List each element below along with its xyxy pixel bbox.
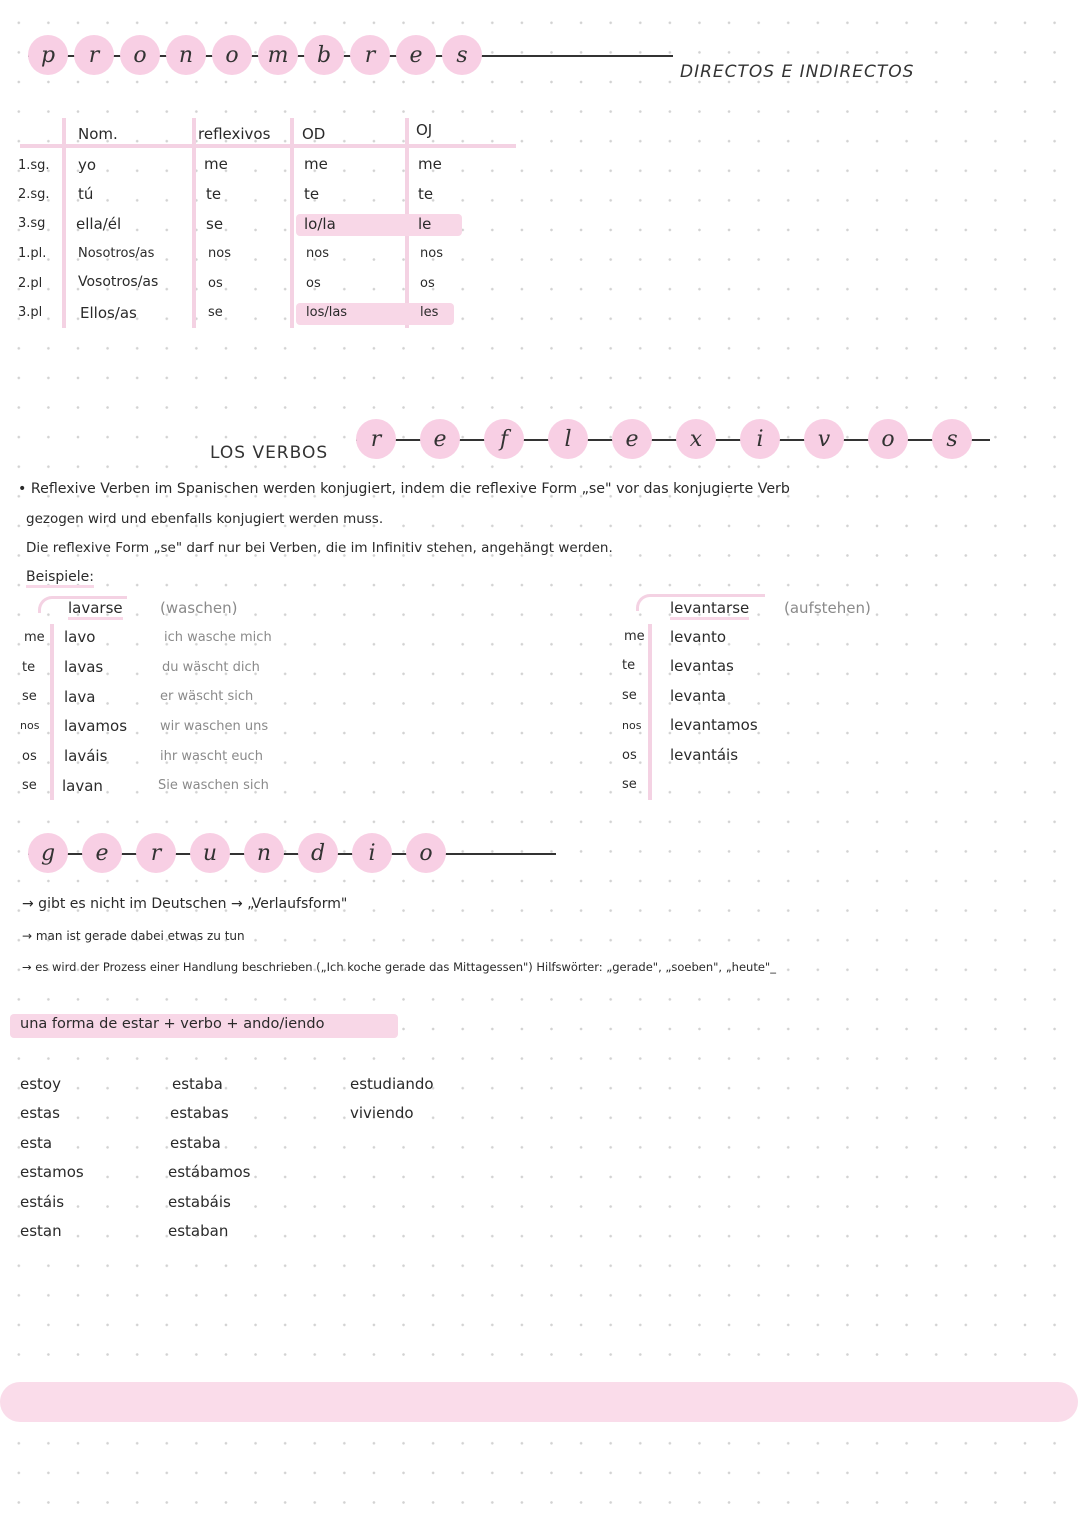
title-letter: d [310,840,326,866]
lavarse-form: lava [64,688,96,706]
lavarse-form: lavamos [64,717,128,735]
estar-present: estamos [20,1163,84,1181]
title-letter: i [756,426,764,452]
title-letter: r [370,426,382,452]
title-letter: e [625,426,639,452]
lavarse-pron: te [22,660,36,675]
table-divider [290,118,294,328]
row-refl: os [208,276,223,291]
title-letter: l [564,426,572,452]
lavarse-form: laváis [64,747,108,765]
gerund-form: estudiando [350,1075,434,1093]
estar-past: estabáis [168,1193,231,1211]
examples-label: Beispiele: [26,569,94,588]
lavarse-pron: se [22,778,37,793]
lavarse-de: ich wasche mich [164,630,272,645]
table-header-line [20,144,516,148]
row-refl: se [206,215,224,233]
title-letter: i [368,840,376,866]
row-nom: Nosotros/as [78,246,155,261]
row-label: 3.sg [18,216,46,231]
levantarse-pron: os [622,748,637,763]
gerund-form: viviendo [350,1104,414,1122]
row-oj: le [418,215,432,233]
row-label: 2.sg. [18,187,50,202]
row-refl: te [206,185,222,203]
row-od: lo/la [304,215,336,233]
title-letter: n [178,42,194,68]
title-letter: u [202,840,218,866]
title-letter: b [316,42,332,68]
row-od: los/las [306,305,348,320]
row-oj: me [418,155,442,173]
title-letter: o [881,426,895,452]
estar-present: estáis [20,1193,65,1211]
lavarse-pron: me [24,630,45,645]
row-label: 1.pl. [18,246,47,261]
levantarse-form: levantamos [670,716,758,734]
levantarse-translation: (aufstehen) [784,599,871,617]
row-label: 2.pl [18,276,43,291]
title-letter: v [817,426,831,452]
lavarse-de: wir waschen uns [160,719,269,734]
row-oj: nos [420,246,443,261]
header-od: OD [302,125,326,143]
levantarse-form: levantas [670,657,734,675]
row-nom: ella/él [76,215,122,233]
title-letter: o [133,42,147,68]
row-nom: Vosotros/as [78,274,159,290]
title-letter: s [456,42,468,68]
row-refl: se [208,305,223,320]
lavarse-de: Sie waschen sich [158,778,269,793]
lavarse-form: lavas [64,658,104,676]
row-oj: os [420,276,435,291]
bottom-highlight-bar [0,1382,1078,1422]
gerundio-note: → es wird der Prozess einer Handlung beschrieben („Ich koche gerade das Mittagessen") Hilfswörter: „gerade", „soeben", „heute"_ [22,960,776,974]
lavarse-form: lavo [64,628,96,646]
row-od: os [306,276,321,291]
lavarse-de: er wäscht sich [160,689,254,704]
gerundio-note: → man ist gerade dabei etwas zu tun [22,929,245,943]
header-reflexivos: reflexivos [198,125,271,143]
estar-past: estaba [170,1134,221,1152]
reflexivos-text-line: gezogen wird und ebenfalls konjugiert werden muss. [26,511,384,527]
row-od: nos [306,246,329,261]
lavarse-form: lavan [62,777,103,795]
table-divider [62,118,66,328]
title-letter: e [95,840,109,866]
row-od: me [304,155,328,173]
title-letter: g [40,840,56,866]
title-letter: o [419,840,433,866]
header-oj: OJ [416,121,433,139]
reflexivos-text-line: • Reflexive Verben im Spanischen werden konjugiert, indem die reflexive Form „se" vor das konjugierte Verb [18,481,790,497]
estar-present: estas [20,1104,60,1122]
estar-present: estoy [20,1075,61,1093]
title-letter: o [225,42,239,68]
row-label: 3.pl [18,305,43,320]
lavarse-de: du wäscht dich [162,660,260,675]
title-letter: f [499,426,509,452]
lavarse-pron: nos [20,719,40,732]
title-letter: x [689,426,703,452]
lavarse-translation: (waschen) [160,599,238,617]
levantarse-form: levantáis [670,746,739,764]
gerundio-formula: una forma de estar + verbo + ando/iendo [20,1016,325,1032]
title-letter: e [433,426,447,452]
pronombres-subtitle: DIRECTOS E INDIRECTOS [680,62,915,82]
title-letter: r [364,42,376,68]
reflexivos-prefix: LOS VERBOS [210,443,329,463]
lavarse-pron: se [22,689,37,704]
levantarse-pron: se [622,688,637,703]
title-letter: e [409,42,423,68]
row-label: 1.sg. [18,158,50,173]
reflexivos-title [356,418,990,460]
row-refl: me [204,155,228,173]
title-letter: p [40,42,56,68]
levantarse-pron: se [622,777,637,792]
lavarse-verb: lavarse [68,599,123,620]
row-refl: nos [208,246,231,261]
gerundio-title [28,832,556,874]
title-letter: m [267,42,289,68]
title-letter: s [946,426,958,452]
estar-present: esta [20,1134,53,1152]
title-letter: r [88,42,100,68]
reflexivos-text-line: Die reflexive Form „se" darf nur bei Verben, die im Infinitiv stehen, angehängt werden. [26,540,613,556]
estar-present: estan [20,1222,62,1240]
row-nom: yo [78,156,97,174]
row-nom: Ellos/as [80,304,137,322]
estar-past: estabas [170,1104,229,1122]
levantarse-pron: nos [622,719,642,732]
gerundio-note: → gibt es nicht im Deutschen → „Verlaufsform" [22,896,348,912]
levantarse-pron: te [622,658,636,673]
title-letter: n [256,840,272,866]
title-letter: r [150,840,162,866]
estar-past: estaba [172,1075,223,1093]
levantarse-divider [648,624,652,800]
levantarse-form: levanta [670,687,727,705]
lavarse-de: ihr wascht euch [160,749,263,764]
levantarse-verb: levantarse [670,599,749,620]
row-od: te [304,185,320,203]
pronombres-title [28,34,673,76]
header-nom: Nom. [78,125,118,143]
lavarse-pron: os [22,749,37,764]
estar-past: estábamos [168,1163,251,1181]
estar-past: estaban [168,1222,229,1240]
row-oj: te [418,185,434,203]
table-divider [192,118,196,328]
levantarse-pron: me [624,629,645,644]
lavarse-divider [50,624,54,800]
row-nom: tú [78,185,94,203]
row-oj: les [420,305,439,320]
levantarse-form: levanto [670,628,727,646]
